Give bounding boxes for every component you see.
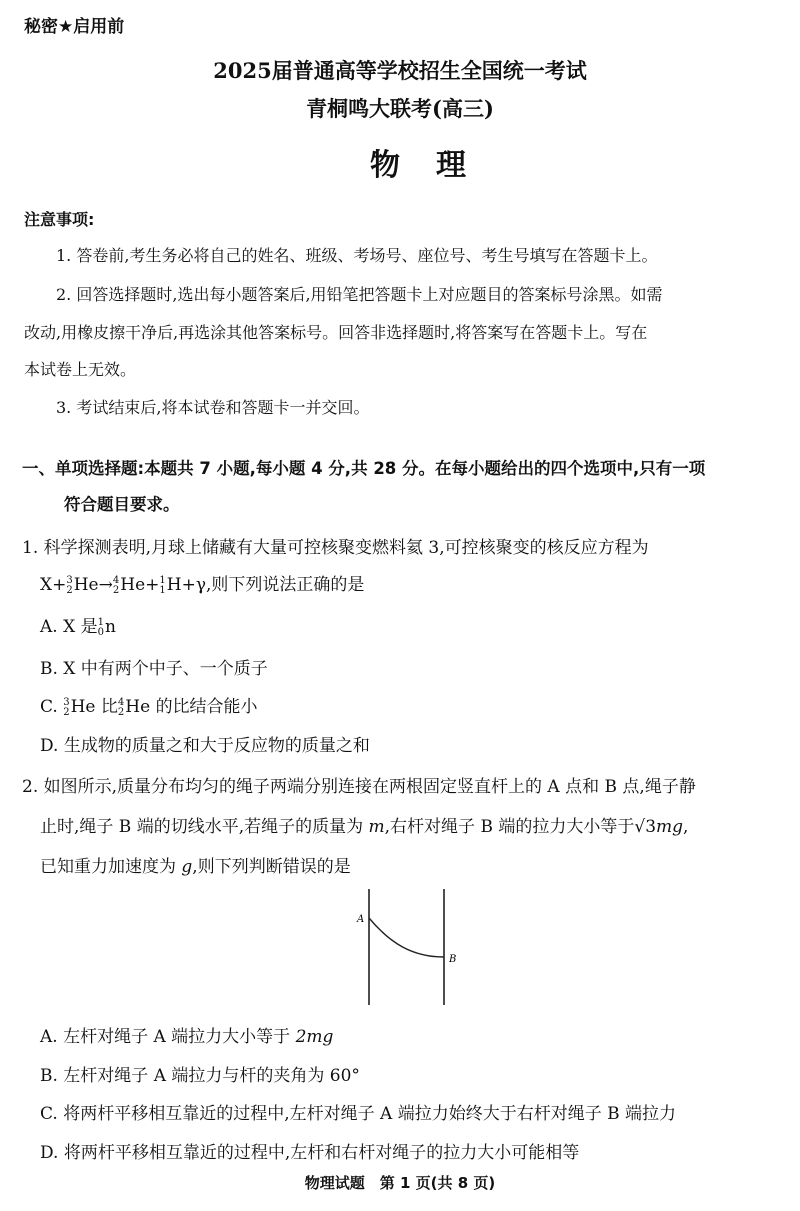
section-heading-line-2: 符合题目要求。 [64, 495, 180, 514]
he4-nuclide: 4 2 He [112, 574, 146, 596]
q2-option-d: D. 将两杆平移相互靠近的过程中,左杆和右杆对绳子的拉力大小可能相等 [40, 1143, 580, 1163]
section-heading-line-1: 一、单项选择题:本题共 7 小题,每小题 4 分,共 28 分。在每小题给出的四个选项中,只有一项 [22, 459, 706, 478]
sqrt3: √3 [634, 817, 657, 837]
q1-equation: X+ 3 2 He→ 4 2 He+ 1 1 H+γ,则下列说法正确的是 [40, 574, 365, 596]
q1-option-b: B. X 中有两个中子、一个质子 [40, 659, 268, 679]
neutron-nuclide: 1 0 n [97, 616, 116, 638]
q1-option-d: D. 生成物的质量之和大于反应物的质量之和 [40, 736, 370, 756]
h1-nuclide: 1 1 H [159, 574, 182, 596]
q2-option-b: B. 左杆对绳子 A 端拉力与杆的夹角为 60° [40, 1066, 360, 1086]
he3-nuclide: 3 2 He [66, 574, 99, 596]
note-item-2-line-3: 本试卷上无效。 [24, 360, 137, 379]
q1-option-a: A. X 是 1 0 n [40, 616, 116, 638]
he4-nuclide-c: 4 2 He [117, 696, 151, 718]
secret-label: 秘密★启用前 [24, 17, 125, 37]
note-item-2-line-2: 改动,用橡皮擦干净后,再选涂其他答案标号。回答非选择题时,将答案写在答题卡上。写在 [24, 323, 648, 342]
q1-stem-line-1: 1. 科学探测表明,月球上储藏有大量可控核聚变燃料氦 3,可控核聚变的核反应方程为 [22, 538, 649, 558]
q2-stem-line-2: 止时,绳子 B 端的切线水平,若绳子的质量为 m,右杆对绳子 B 端的拉力大小等于√3mg, [40, 817, 689, 837]
q2-option-c: C. 将两杆平移相互靠近的过程中,左杆对绳子 A 端拉力始终大于右杆对绳子 B 端拉力 [40, 1104, 676, 1124]
q1-option-c: C. 3 2 He 比 4 2 He 的比结合能小 [40, 696, 258, 718]
exam-title: 2025届普通高等学校招生全国统一考试 [213, 58, 587, 83]
note-item-2-line-1: 2. 回答选择题时,选出每小题答案后,用铅笔把答题卡上对应题目的答案标号涂黑。如需 [56, 285, 663, 304]
notes-heading: 注意事项: [24, 210, 95, 229]
label-a: A [357, 914, 365, 925]
he3-nuclide-c: 3 2 He [63, 696, 96, 718]
exam-subtitle: 青桐鸣大联考(高三) [306, 96, 494, 121]
q2-stem-line-3: 已知重力加速度为 g,则下列判断错误的是 [40, 857, 351, 877]
rope-diagram [350, 885, 470, 1010]
rope-curve [369, 918, 444, 957]
q2-option-a: A. 左杆对绳子 A 端拉力大小等于 2mg [40, 1027, 334, 1047]
subject-title: 物理 [370, 148, 502, 183]
label-b: B [449, 954, 457, 965]
note-item-3: 3. 考试结束后,将本试卷和答题卡一并交回。 [56, 398, 370, 417]
q1-eq-tail: +γ,则下列说法正确的是 [181, 575, 365, 595]
q2-stem-line-1: 2. 如图所示,质量分布均匀的绳子两端分别连接在两根固定竖直杆上的 A 点和 B 点,绳子静 [22, 777, 696, 797]
q1-eq-x: X+ [40, 575, 67, 595]
page-footer: 物理试题 第 1 页(共 8 页) [304, 1174, 496, 1192]
q1-eq-arrow: → [98, 575, 113, 595]
note-item-1: 1. 答卷前,考生务必将自己的姓名、班级、考场号、座位号、考生号填写在答题卡上。 [56, 246, 658, 265]
